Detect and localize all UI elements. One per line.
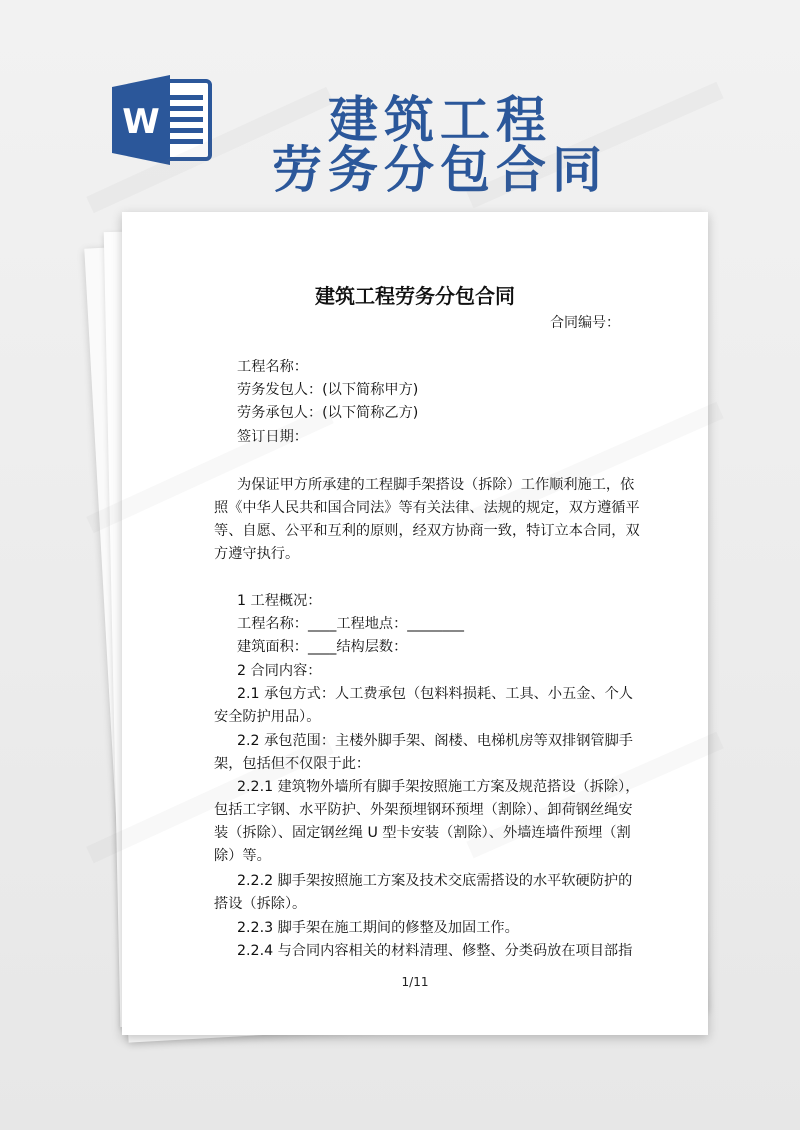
section-heading: 2 合同内容： bbox=[237, 663, 322, 679]
document-title: 建筑工程劳务分包合同 bbox=[315, 284, 515, 308]
document-page bbox=[122, 212, 708, 1035]
word-icon bbox=[112, 75, 212, 165]
page-number: 1/11 bbox=[401, 975, 429, 989]
clause-line: 架，包括但不仅限于此： bbox=[214, 756, 371, 772]
clause-line: 搭设（拆除）。 bbox=[214, 896, 307, 912]
intro-line: 等、自愿、公平和互利的原则，经双方协商一致，特订立本合同，双 bbox=[214, 523, 640, 539]
intro-line: 照《中华人民共和国合同法》等有关法律、法规的规定，双方遵循平 bbox=[214, 500, 640, 516]
word-icon-letter: W bbox=[122, 102, 160, 142]
field-sign-date: 签订日期： bbox=[237, 429, 308, 445]
clause-line: 安全防护用品）。 bbox=[214, 709, 321, 725]
intro-line: 为保证甲方所承建的工程脚手架搭设（拆除）工作顺利施工，依 bbox=[237, 477, 635, 493]
clause-line: 2.1 承包方式：人工费承包（包料料损耗、工具、小五金、个人 bbox=[237, 686, 633, 702]
clause-line: 包括工字钢、水平防护、外架预埋钢环预埋（割除）、卸荷钢丝绳安 bbox=[214, 802, 633, 818]
intro-line: 方遵守执行。 bbox=[214, 546, 300, 562]
clause-line: 除）等。 bbox=[214, 848, 271, 864]
clause-line: 2.2.2 脚手架按照施工方案及技术交底需搭设的水平软硬防护的 bbox=[237, 873, 633, 889]
section-line: 工程名称：____工程地点：________ bbox=[237, 616, 465, 632]
clause-line: 2.2.1 建筑物外墙所有脚手架按照施工方案及规范搭设（拆除）， bbox=[237, 779, 640, 795]
clause-line: 装（拆除）、固定钢丝绳 U 型卡安装（割除）、外墙连墙件预埋（割 bbox=[214, 825, 631, 841]
section-heading: 1 工程概况： bbox=[237, 593, 322, 609]
banner-title-line1: 建筑工程 bbox=[328, 91, 552, 149]
field-employer: 劳务发包人：(以下简称甲方) bbox=[237, 382, 419, 398]
clause-line: 2.2 承包范围：主楼外脚手架、阁楼、电梯机房等双排钢管脚手 bbox=[237, 733, 633, 749]
banner-title-line2: 劳务分包合同 bbox=[272, 141, 608, 199]
contract-number-label: 合同编号： bbox=[550, 315, 620, 331]
field-project-name: 工程名称： bbox=[237, 359, 308, 375]
field-contractor: 劳务承包人：(以下简称乙方) bbox=[237, 405, 419, 421]
clause-line: 2.2.4 与合同内容相关的材料清理、修整、分类码放在项目部指 bbox=[237, 943, 633, 959]
section-line: 建筑面积：____结构层数： bbox=[237, 639, 408, 655]
clause-line: 2.2.3 脚手架在施工期间的修整及加固工作。 bbox=[237, 920, 519, 936]
